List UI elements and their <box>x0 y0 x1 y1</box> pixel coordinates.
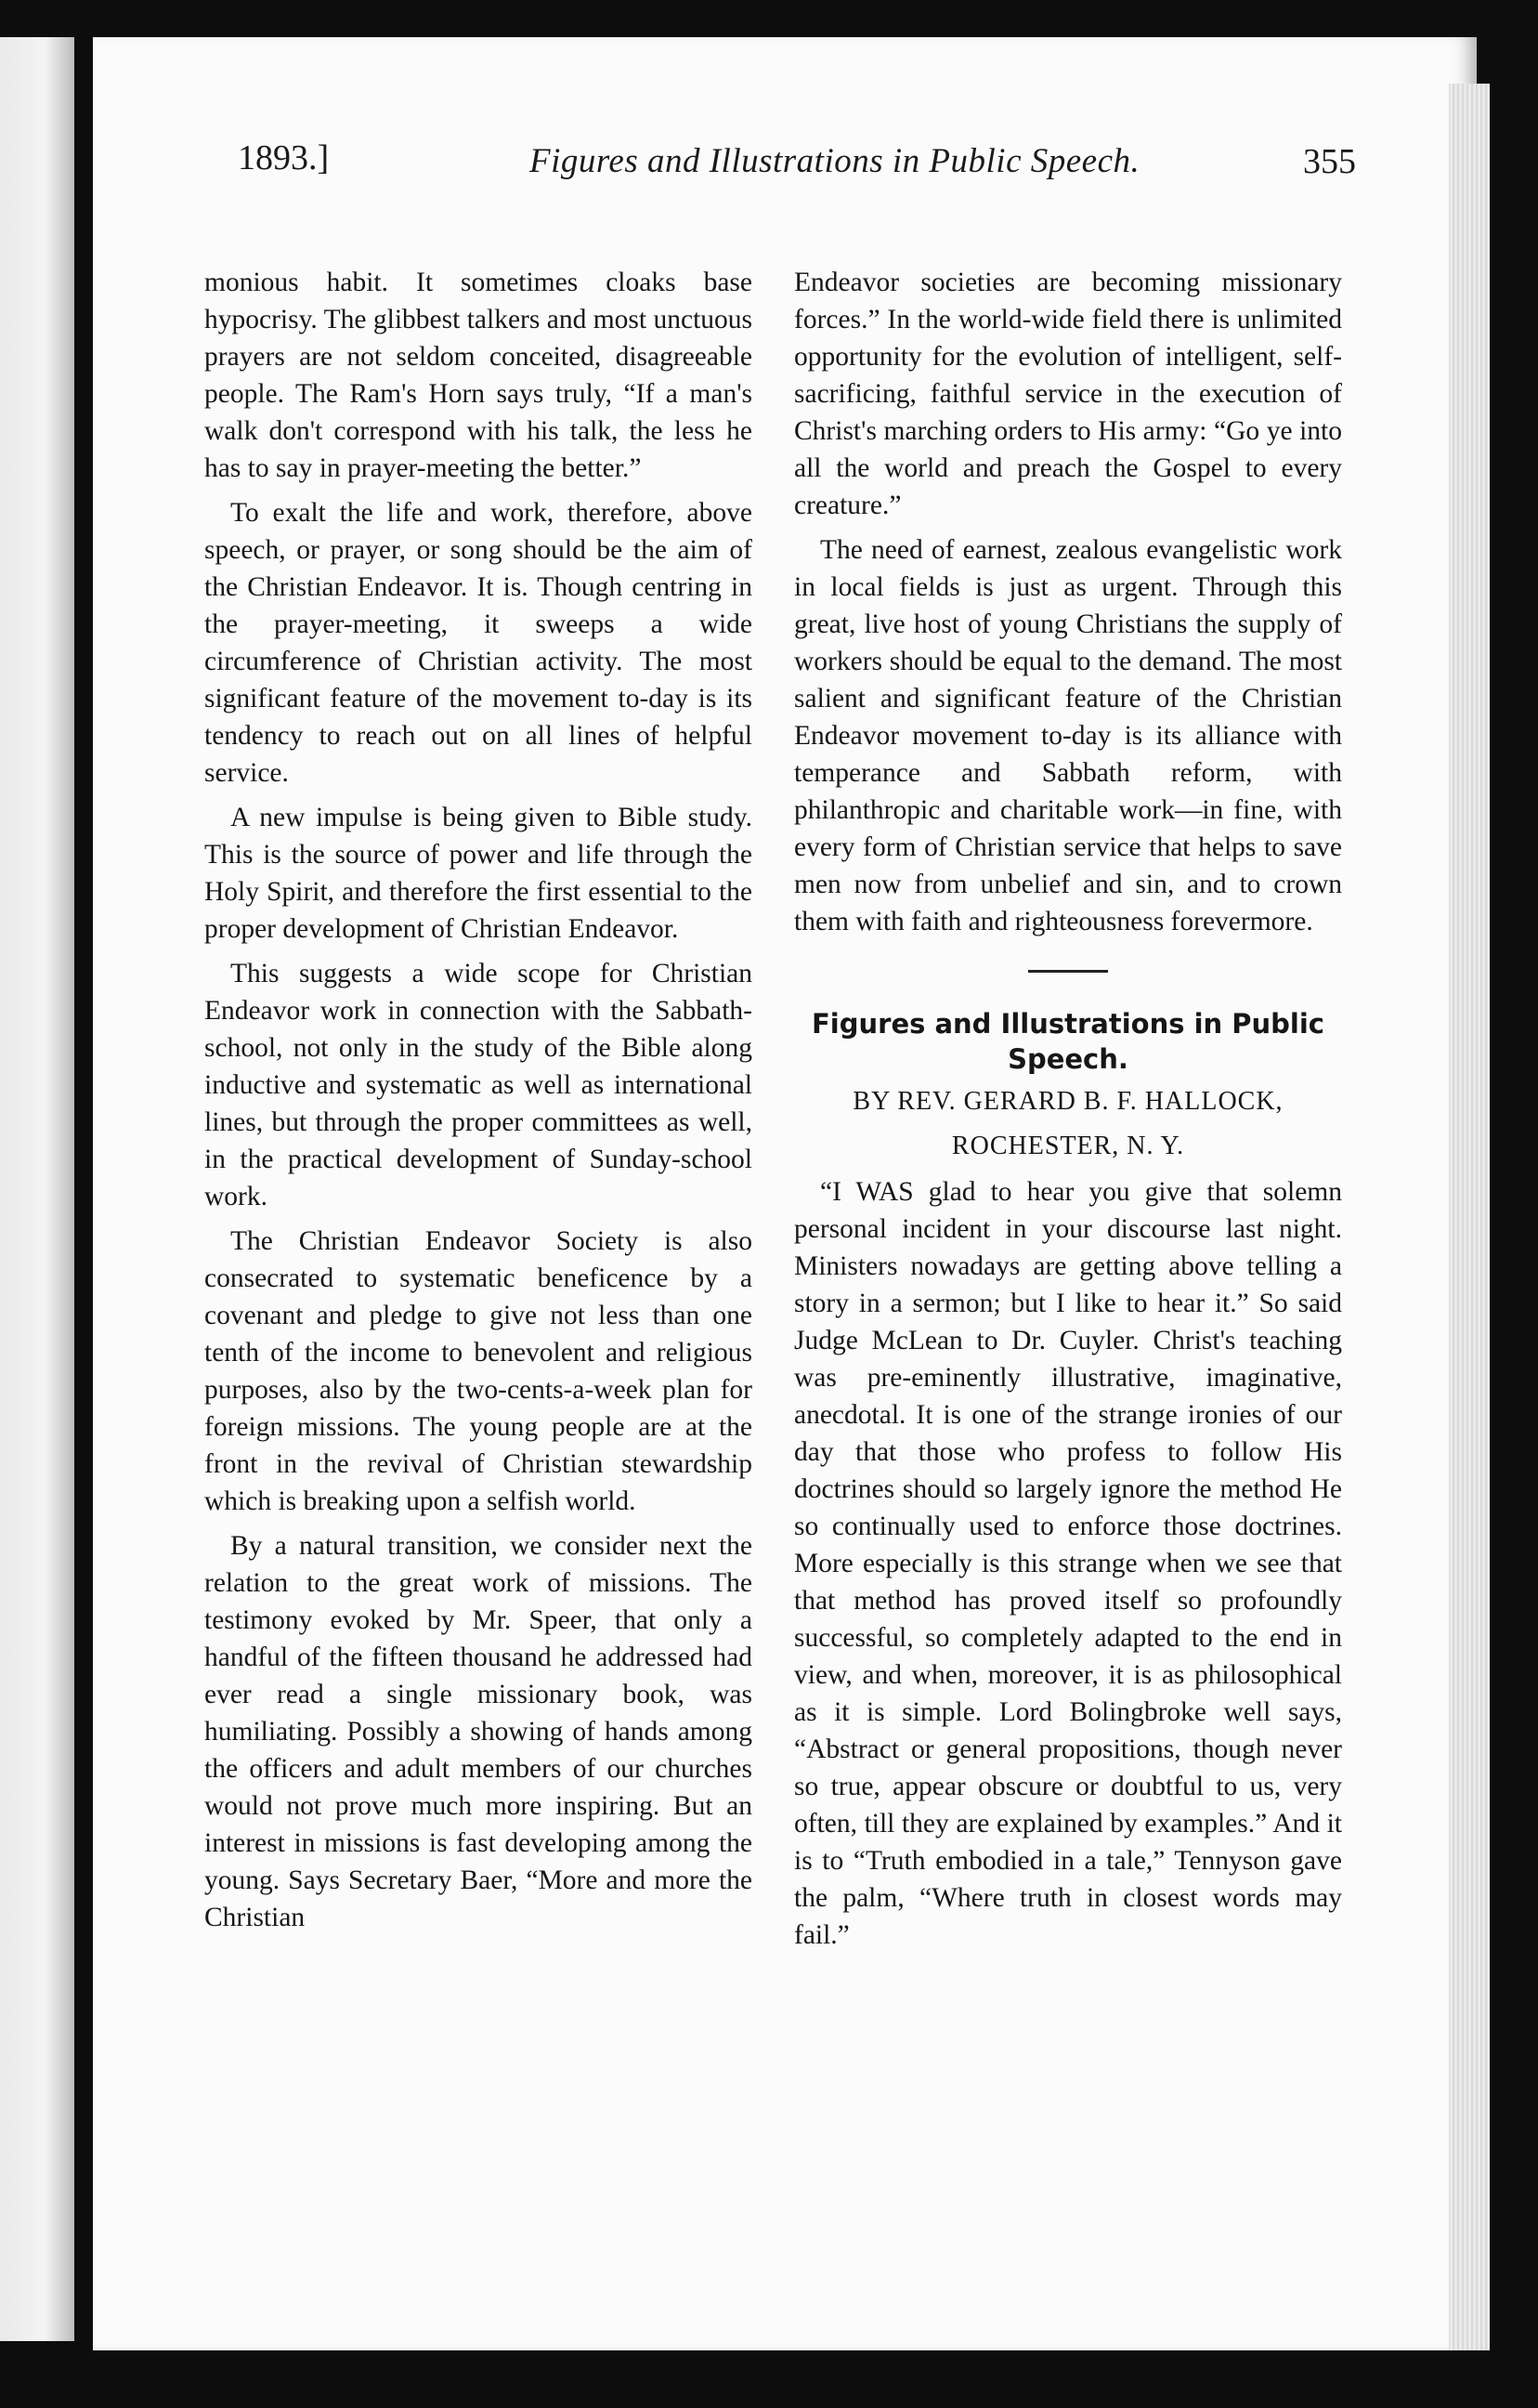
left-column <box>204 264 752 1943</box>
paragraph: By a natural transition, we consider next the relation to the great work of missions. The testimony evoked by Mr. Speer, that only a handful of the fifteen thousand he addressed had ever read a single missionary book, was humiliating. Possibly a showing of hands among the officers and adult members of our churches would not prove much more inspiring. But an interest in missions is fast developing among the young. Says Secretary Baer, “More and more the Christian <box>204 1531 752 1932</box>
section-divider <box>1028 970 1108 973</box>
byline-author: BY REV. GERARD B. F. HALLOCK, <box>853 1087 1284 1116</box>
paragraph: “I WAS glad to hear you give that solemn personal incident in your discourse last night. Ministers nowadays are getting above telling a story in a sermon; but I like to hear it.” So said Judge McLean to Dr. Cuyler. Christ's teaching was pre-eminently illustrative, imaginative, anecdotal. It is one of the strange ironies of our day that those who profess to follow His doctrines should so largely ignore the method He so continually used to enforce those doctrines. More especially is this strange when we see that that method has proved itself so profoundly successful, so completely adapted to the end in view, and when, moreover, it is as philosophical as it is simple. Lord Bolingbroke well says, “Abstract or general propositions, though never so true, appear obscure or doubtful to us, very often, till they are explained by examples.” And it is to “Truth embodied in a tale,” Tennyson gave the palm, “Where truth in closest words may fail.” <box>794 1177 1342 1950</box>
paragraph: A new impulse is being given to Bible study. This is the source of power and life through the Holy Spirit, and therefore the first essential to the proper development of Christian Endeavor. <box>204 803 752 944</box>
page-number: 355 <box>1303 142 1356 181</box>
paragraph: The need of earnest, zealous evangelistic work in local fields is just as urgent. Through this great, live host of young Christians the supply of workers should be equal to the demand. The most salient and significant feature of the Christian Endeavor movement to-day is its alliance with temperance and Sabbath reform, with philanthropic and charitable work—in fine, with every form of Christian service that helps to save men now from unbelief and sin, and to crown them with faith and righteousness forevermore. <box>794 535 1342 936</box>
running-head <box>149 137 1356 193</box>
running-head-year: 1893.] <box>238 138 330 177</box>
paragraph: monious habit. It sometimes cloaks base hypocrisy. The glibbest talkers and most unctuous prayers are not seldom conceited, disagreeable people. The Ram's Horn says truly, “If a man's walk don't correspond with his talk, the less he has to say in prayer-meeting the better.” <box>204 268 752 483</box>
page-stack-edge <box>1449 84 1490 2350</box>
article-title: Figures and Illustrations in Public Speech. <box>811 1008 1324 1075</box>
paragraph: Endeavor societies are becoming missionary forces.” In the world-wide field there is unlimited opportunity for the evolution of intelligent, self-sacrificing, faithful service in the execution of Christ's marching orders to His army: “Go ye into all the world and preach the Gospel to every creature.” <box>794 268 1342 520</box>
running-head-title: Figures and Illustrations in Public Speech. <box>529 142 1140 180</box>
facing-page-edge <box>0 37 74 2341</box>
paragraph: This suggests a wide scope for Christian Endeavor work in connection with the Sabbath-school, not only in the study of the Bible along inductive and systematic as well as international lines, but through the proper committees as well, in the practical development of Sunday-school work. <box>204 959 752 1211</box>
paragraph: To exalt the life and work, therefore, above speech, or prayer, or song should be the aim of the Christian Endeavor. It is. Though centring in the prayer-meeting, it sweeps a wide circumference of Christian activity. The most significant feature of the movement to-day is its tendency to reach out on all lines of helpful service. <box>204 498 752 788</box>
byline-location: ROCHESTER, N. Y. <box>951 1132 1185 1160</box>
paragraph: The Christian Endeavor Society is also consecrated to systematic beneficence by a covenant and pledge to give not less than one tenth of the income to benevolent and religious purposes, also by the two-cents-a-week plan for foreign missions. The young people are at the front in the revival of Christian stewardship which is breaking upon a selfish world. <box>204 1226 752 1516</box>
right-column <box>794 264 1342 1961</box>
